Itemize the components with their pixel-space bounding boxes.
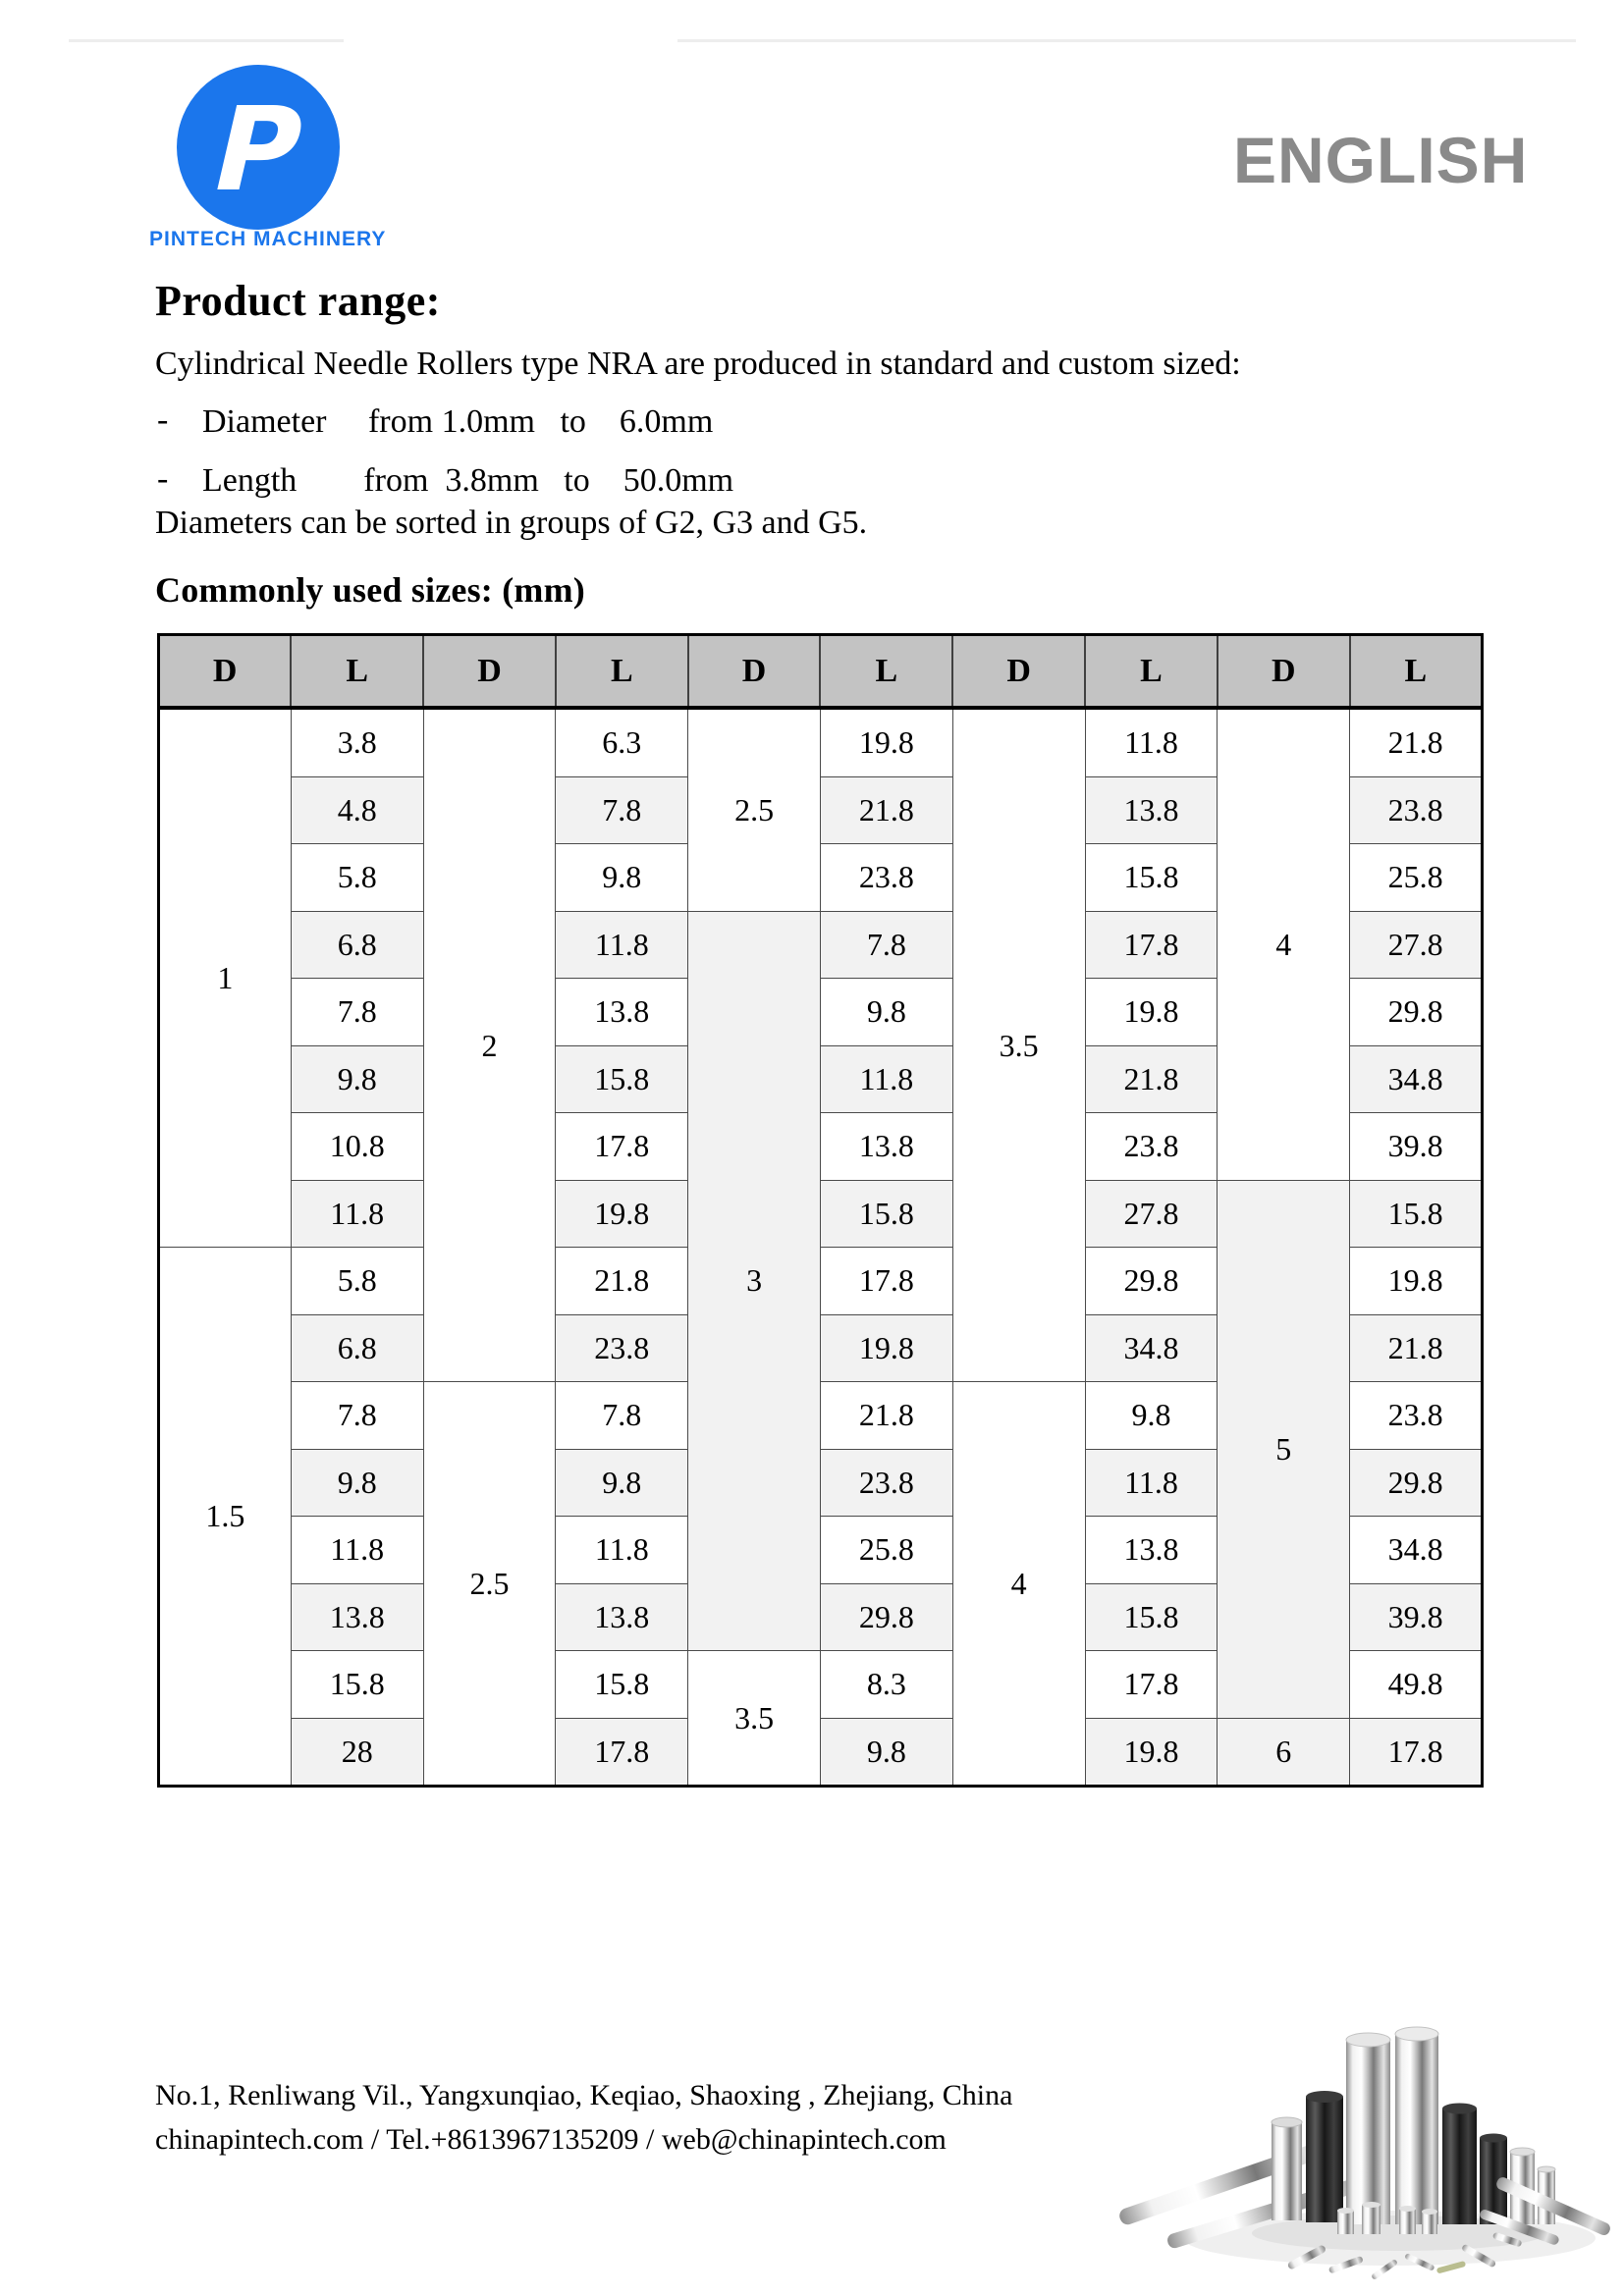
- length-cell: 17.8: [556, 1113, 688, 1181]
- length-cell: 5.8: [291, 844, 423, 912]
- diameter-cell: 1.5: [159, 1248, 292, 1787]
- length-cell: 17.8: [1350, 1718, 1483, 1787]
- page-title: Product range:: [155, 277, 441, 325]
- footer-address: No.1, Renliwang Vil., Yangxunqiao, Keqiao, Shaoxing , Zhejiang, China: [155, 2079, 1013, 2111]
- logo-mark-icon: [175, 65, 342, 230]
- length-cell: 23.8: [1350, 1382, 1483, 1450]
- length-cell: 7.8: [820, 911, 952, 979]
- logo-wordmark: PINTECH MACHINERY: [149, 228, 387, 250]
- column-header-l: L: [1350, 635, 1483, 709]
- column-header-d: D: [688, 635, 821, 709]
- length-cell: 39.8: [1350, 1113, 1483, 1181]
- bullet-text: Diameter from 1.0mm to 6.0mm: [202, 403, 714, 440]
- length-cell: 15.8: [1350, 1180, 1483, 1248]
- length-cell: 19.8: [1350, 1248, 1483, 1315]
- length-cell: 39.8: [1350, 1583, 1483, 1651]
- sizes-table: [157, 633, 1484, 1788]
- column-header-l: L: [291, 635, 423, 709]
- length-cell: 15.8: [1085, 1583, 1218, 1651]
- length-cell: 13.8: [556, 979, 688, 1046]
- diameter-cell: 2.5: [688, 708, 821, 911]
- length-cell: 25.8: [1350, 844, 1483, 912]
- logo-monogram: P: [199, 82, 316, 218]
- length-cell: 7.8: [556, 776, 688, 844]
- length-cell: 11.8: [291, 1180, 423, 1248]
- diameter-cell: 2.5: [423, 1382, 556, 1787]
- length-cell: 23.8: [1085, 1113, 1218, 1181]
- length-cell: 13.8: [291, 1583, 423, 1651]
- scan-artifact-line: [677, 39, 1576, 42]
- footer: [155, 2073, 1012, 2162]
- diameter-cell: 3: [688, 911, 821, 1651]
- length-cell: 21.8: [1350, 1314, 1483, 1382]
- length-cell: 11.8: [291, 1517, 423, 1584]
- length-cell: 6.3: [556, 708, 688, 776]
- sorting-note: Diameters can be sorted in groups of G2, G3 and G5.: [155, 505, 868, 541]
- length-cell: 9.8: [556, 844, 688, 912]
- language-label: ENGLISH: [1233, 124, 1529, 196]
- length-cell: 5.8: [291, 1248, 423, 1315]
- length-cell: 8.3: [820, 1651, 952, 1719]
- length-cell: 7.8: [291, 1382, 423, 1450]
- length-cell: 29.8: [1350, 1449, 1483, 1517]
- length-cell: 11.8: [556, 911, 688, 979]
- table-row: [159, 1718, 1483, 1787]
- length-cell: 9.8: [291, 1449, 423, 1517]
- length-cell: 19.8: [820, 708, 952, 776]
- length-cell: 17.8: [1085, 1651, 1218, 1719]
- diameter-cell: 3.5: [952, 708, 1085, 1382]
- length-cell: 11.8: [556, 1517, 688, 1584]
- bullet-diameter: [157, 401, 713, 441]
- column-header-l: L: [1085, 635, 1218, 709]
- length-cell: 11.8: [1085, 1449, 1218, 1517]
- length-cell: 27.8: [1085, 1180, 1218, 1248]
- length-cell: 13.8: [556, 1583, 688, 1651]
- length-cell: 34.8: [1085, 1314, 1218, 1382]
- length-cell: 29.8: [1350, 979, 1483, 1046]
- length-cell: 27.8: [1350, 911, 1483, 979]
- length-cell: 11.8: [1085, 708, 1218, 776]
- length-cell: 19.8: [556, 1180, 688, 1248]
- length-cell: 13.8: [820, 1113, 952, 1181]
- length-cell: 49.8: [1350, 1651, 1483, 1719]
- bullet-dash: -: [157, 460, 169, 497]
- length-cell: 13.8: [1085, 1517, 1218, 1584]
- length-cell: 21.8: [820, 1382, 952, 1450]
- length-cell: 4.8: [291, 776, 423, 844]
- length-cell: 23.8: [820, 844, 952, 912]
- scan-artifact-line: [69, 39, 344, 42]
- table-title: Commonly used sizes: (mm): [155, 570, 585, 610]
- length-cell: 21.8: [1085, 1045, 1218, 1113]
- length-cell: 34.8: [1350, 1517, 1483, 1584]
- diameter-cell: 4: [1218, 708, 1350, 1180]
- diameter-cell: 3.5: [688, 1651, 821, 1787]
- length-cell: 19.8: [820, 1314, 952, 1382]
- column-header-l: L: [556, 635, 688, 709]
- length-cell: 7.8: [556, 1382, 688, 1450]
- diameter-cell: 4: [952, 1382, 1085, 1787]
- length-cell: 13.8: [1085, 776, 1218, 844]
- intro-text: Cylindrical Needle Rollers type NRA are produced in standard and custom sized:: [155, 346, 1241, 382]
- length-cell: 29.8: [1085, 1248, 1218, 1315]
- length-cell: 28: [291, 1718, 423, 1787]
- length-cell: 9.8: [820, 1718, 952, 1787]
- length-cell: 17.8: [556, 1718, 688, 1787]
- column-header-l: L: [820, 635, 952, 709]
- needle-rollers-photo: [1105, 1983, 1624, 2296]
- diameter-cell: 5: [1218, 1180, 1350, 1718]
- diameter-cell: 6: [1218, 1718, 1350, 1787]
- length-cell: 21.8: [1350, 708, 1483, 776]
- length-cell: 6.8: [291, 911, 423, 979]
- length-cell: 17.8: [820, 1248, 952, 1315]
- table-row: [159, 1180, 1483, 1248]
- table-container: [157, 633, 1484, 1788]
- length-cell: 19.8: [1085, 1718, 1218, 1787]
- length-cell: 15.8: [820, 1180, 952, 1248]
- length-cell: 7.8: [291, 979, 423, 1046]
- column-header-d: D: [423, 635, 556, 709]
- column-header-d: D: [159, 635, 292, 709]
- length-cell: 11.8: [820, 1045, 952, 1113]
- bullet-text: Length from 3.8mm to 50.0mm: [202, 462, 734, 499]
- length-cell: 15.8: [1085, 844, 1218, 912]
- length-cell: 15.8: [291, 1651, 423, 1719]
- length-cell: 15.8: [556, 1651, 688, 1719]
- length-cell: 23.8: [1350, 776, 1483, 844]
- bullet-dash: -: [157, 401, 169, 438]
- column-header-d: D: [1218, 635, 1350, 709]
- length-cell: 17.8: [1085, 911, 1218, 979]
- diameter-cell: 2: [423, 708, 556, 1382]
- length-cell: 23.8: [556, 1314, 688, 1382]
- length-cell: 34.8: [1350, 1045, 1483, 1113]
- length-cell: 29.8: [820, 1583, 952, 1651]
- length-cell: 10.8: [291, 1113, 423, 1181]
- length-cell: 21.8: [556, 1248, 688, 1315]
- length-cell: 19.8: [1085, 979, 1218, 1046]
- length-cell: 25.8: [820, 1517, 952, 1584]
- length-cell: 23.8: [820, 1449, 952, 1517]
- diameter-cell: 1: [159, 708, 292, 1248]
- length-cell: 6.8: [291, 1314, 423, 1382]
- length-cell: 9.8: [556, 1449, 688, 1517]
- length-cell: 9.8: [291, 1045, 423, 1113]
- footer-contact: chinapintech.com / Tel.+8613967135209 / web@chinapintech.com: [155, 2123, 947, 2156]
- length-cell: 3.8: [291, 708, 423, 776]
- length-cell: 15.8: [556, 1045, 688, 1113]
- length-cell: 21.8: [820, 776, 952, 844]
- length-cell: 9.8: [820, 979, 952, 1046]
- length-cell: 9.8: [1085, 1382, 1218, 1450]
- column-header-d: D: [952, 635, 1085, 709]
- bullet-length: [157, 460, 733, 500]
- table-row: [159, 708, 1483, 776]
